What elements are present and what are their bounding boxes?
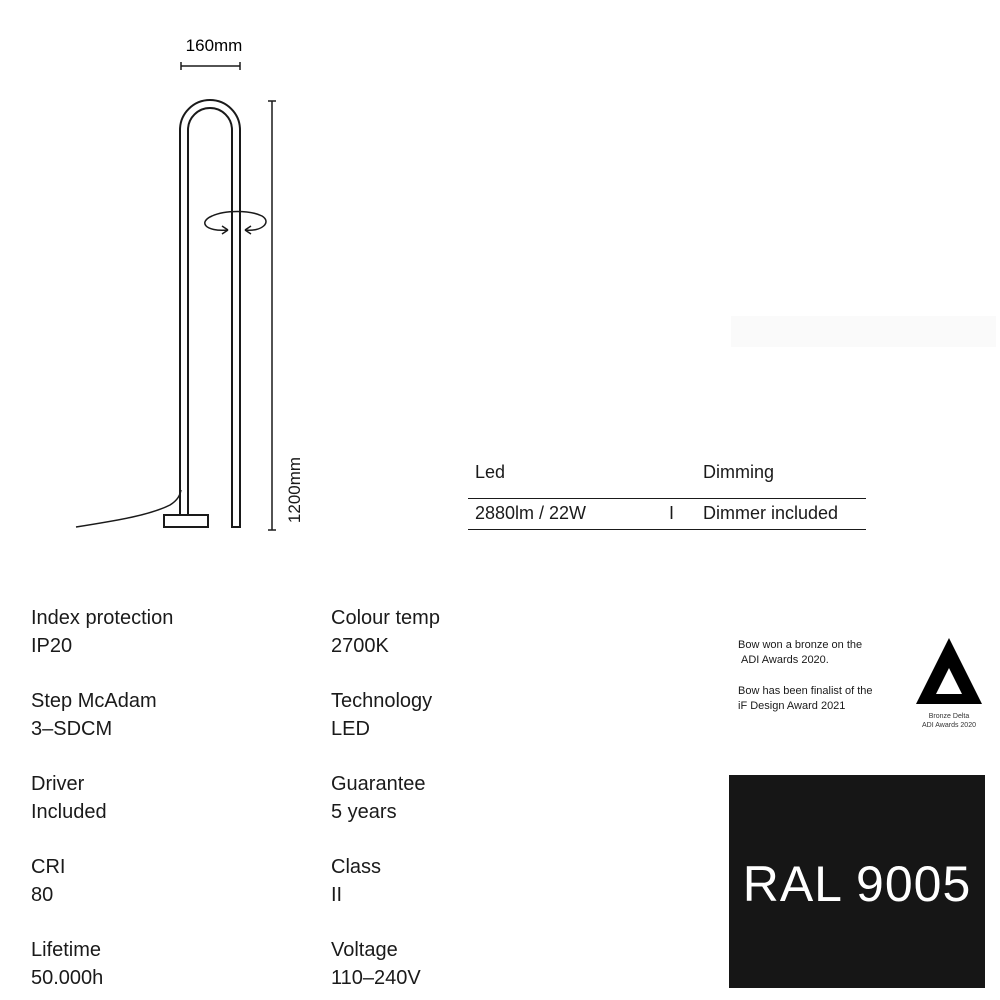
- spec-label: Guarantee: [331, 773, 426, 795]
- logo-caption-1: Bronze Delta: [928, 713, 970, 720]
- spec-index-protection: [31, 604, 291, 660]
- spec-label: Voltage: [331, 939, 398, 961]
- spec-label: Technology: [331, 690, 433, 712]
- award-text-line-4: iF Design Award 2021: [738, 700, 846, 712]
- spec-driver: [31, 770, 291, 826]
- lamp-bow: [180, 100, 240, 527]
- led-value: 2880lm / 22W: [475, 503, 587, 523]
- dimming-value: Dimmer included: [703, 503, 839, 523]
- award-text-line-3: Bow has been finalist of the: [738, 685, 873, 697]
- spec-value: 2700K: [331, 635, 389, 657]
- color-swatch-label: RAL 9005: [742, 856, 972, 912]
- spec-value: 3–SDCM: [31, 718, 113, 740]
- lamp-base: [164, 515, 208, 527]
- spec-label: Driver: [31, 773, 85, 795]
- color-swatch: [729, 775, 985, 988]
- spec-label: Step McAdam: [31, 690, 157, 712]
- led-header: Led: [475, 462, 506, 482]
- spec-value: LED: [331, 718, 370, 740]
- faint-background-block: [731, 316, 996, 347]
- spec-label: Lifetime: [31, 939, 102, 961]
- spec-value: II: [331, 884, 343, 906]
- spec-label: Index protection: [31, 607, 174, 629]
- spec-step-mcadam: [31, 687, 291, 743]
- spec-label: Class: [331, 856, 382, 878]
- spec-value: Included: [31, 801, 107, 823]
- dimming-header: Dimming: [703, 462, 775, 482]
- rotation-icon: [205, 212, 266, 231]
- spec-value: 5 years: [331, 801, 397, 823]
- table-rule-top: [468, 498, 866, 499]
- spec-class: [331, 853, 591, 909]
- power-cable: [76, 490, 181, 527]
- spec-value: IP20: [31, 635, 73, 657]
- spec-label: CRI: [31, 856, 66, 878]
- logo-caption-2: ADI Awards 2020: [922, 722, 976, 729]
- table-rule-bottom: [468, 529, 866, 530]
- spec-value: 80: [31, 884, 54, 906]
- width-label: 160mm: [185, 36, 243, 55]
- award-text-line-2: ADI Awards 2020.: [741, 654, 829, 666]
- height-label: 1200mm: [285, 456, 304, 524]
- spec-lifetime: [31, 936, 291, 992]
- spec-guarantee: [331, 770, 591, 826]
- award-text-line-1: Bow won a bronze on the: [738, 639, 863, 651]
- spec-colour-temp: [331, 604, 591, 660]
- spec-value: 50.000h: [31, 967, 104, 989]
- spec-label: Colour temp: [331, 607, 440, 629]
- spec-voltage: [331, 936, 591, 992]
- spec-cri: [31, 853, 291, 909]
- spec-technology: [331, 687, 591, 743]
- table-separator: I: [669, 503, 675, 523]
- spec-value: 110–240V: [331, 967, 421, 989]
